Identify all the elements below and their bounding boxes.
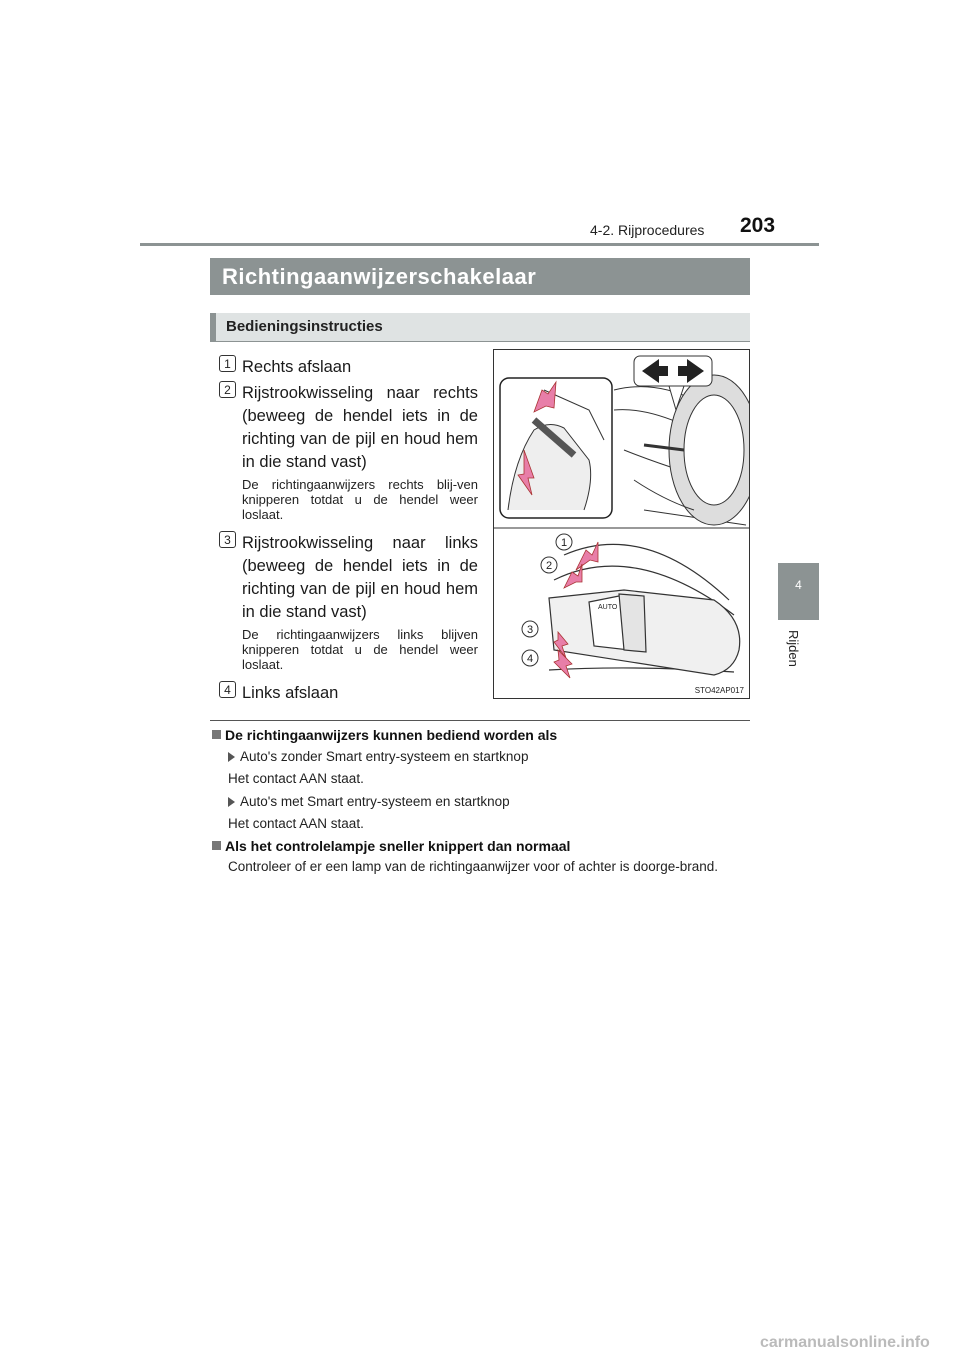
item-3-note: De richtingaanwijzers links blijven knipperen totdat u de hendel weer loslaat.: [242, 627, 478, 672]
lever-detail: [549, 544, 740, 675]
illus-label-1: 1: [560, 537, 568, 549]
item-number-4: 4: [219, 681, 236, 698]
item-number-2: 2: [219, 381, 236, 398]
note-heading-2: Als het controlelampje sneller knippert dan normaal: [212, 838, 570, 854]
page-heading: Richtingaanwijzerschakelaar: [210, 258, 750, 295]
illustration-svg: [494, 350, 749, 698]
turn-signal-illustration: [493, 349, 750, 699]
watermark: carmanualsonline.info: [760, 1334, 930, 1351]
note-1-bullet-1: Auto's zonder Smart entry-systeem en startknop: [228, 749, 528, 764]
illustration-code: STO42AP017: [694, 686, 744, 695]
triangle-bullet-icon: [228, 752, 235, 762]
note-1-bullet-2: Auto's met Smart entry-systeem en startknop: [228, 794, 510, 809]
item-1-text: Rechts afslaan: [242, 358, 352, 376]
item-2-note: De richtingaanwijzers rechts blij-ven knipperen totdat u de hendel weer loslaat.: [242, 477, 478, 522]
illus-label-2: 2: [545, 560, 553, 572]
sub-heading: Bedieningsinstructies: [210, 313, 750, 341]
page-number: 203: [740, 214, 776, 237]
illus-label-3: 3: [526, 624, 534, 636]
sub-heading-rule: [210, 341, 750, 342]
chapter-tab: 4: [778, 563, 819, 620]
triangle-bullet-icon: [228, 797, 235, 807]
notes-rule: [210, 720, 750, 721]
item-number-3: 3: [219, 531, 236, 548]
header-rule: [140, 243, 819, 246]
chapter-label: Rijden: [786, 630, 801, 667]
item-3-text: Rijstrookwisseling naar links (beweeg de hendel iets in de richting van de pijl en houd hem in die stand vast): [242, 534, 478, 621]
note-heading-1: De richtingaanwijzers kunnen bediend worden als: [212, 727, 557, 743]
section-title: 4-2. Rijprocedures: [590, 222, 705, 238]
note-2-text: Controleer of er een lamp van de richtingaanwijzer voor of achter is doorge-brand.: [228, 859, 719, 874]
note-1-text-1: Het contact AAN staat.: [228, 771, 364, 786]
item-4-text: Links afslaan: [242, 684, 339, 702]
switch-auto-label: AUTO: [598, 604, 618, 611]
item-number-1: 1: [219, 355, 236, 372]
dashboard-drawing: [614, 375, 749, 525]
illus-label-4: 4: [526, 653, 534, 665]
square-bullet-icon: [212, 841, 221, 850]
note-1-text-2: Het contact AAN staat.: [228, 816, 364, 831]
item-2-text: Rijstrookwisseling naar rechts (beweeg de hendel iets in de richting van de pijl en houd hem in die stand vast): [242, 384, 478, 471]
square-bullet-icon: [212, 730, 221, 739]
